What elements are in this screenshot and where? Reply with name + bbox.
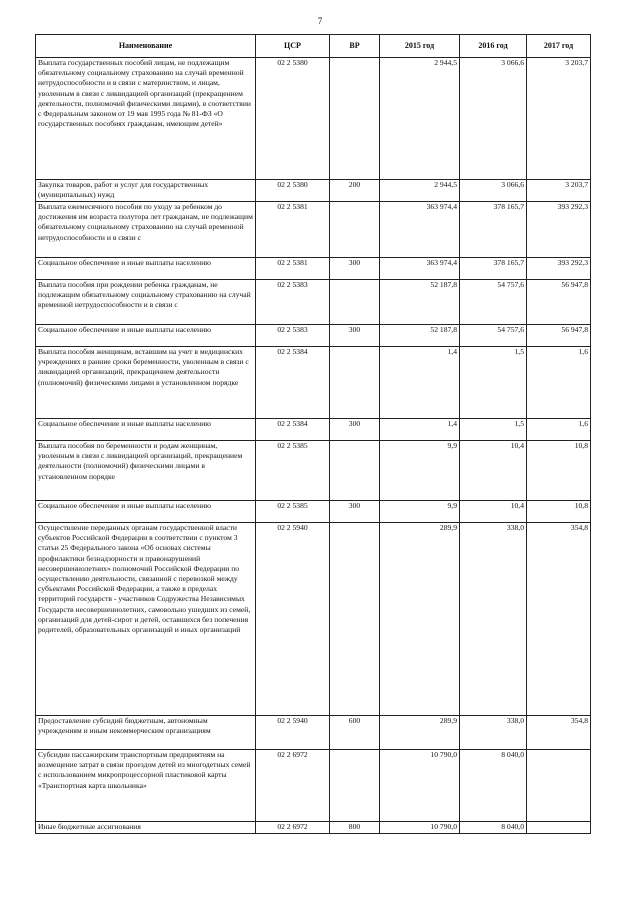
row-2017: [527, 822, 591, 834]
table-row: [36, 325, 591, 347]
table-row: [36, 58, 591, 180]
row-2016: 54 757,6: [460, 325, 527, 347]
row-2015: 10 790,0: [380, 750, 460, 822]
budget-table: [35, 34, 591, 834]
row-2017: 10,8: [527, 501, 591, 523]
header-2016: 2016 год: [460, 35, 527, 58]
row-vr: [330, 202, 380, 258]
table-row: [36, 822, 591, 834]
row-name: Субсидии пассажирским транспортным предприятиям на возмещение затрат в связи проездом детей из многодетных семей с использованием микропроцессорной пластиковой карты «Транспортная карта школьника»: [36, 750, 256, 822]
row-name: Выплата пособия по беременности и родам женщинам, уволенным в связи с ликвидацией организаций, прекращением деятельности (полномочий) физическими лицами в установленном порядке: [36, 441, 256, 501]
row-name: Выплата ежемесячного пособия по уходу за ребенком до достижения им возраста полутора лет гражданам, не подлежащим обязательному социальному страхованию на случай временной нетрудоспособности и в связи с: [36, 202, 256, 258]
row-2017: 393 292,3: [527, 258, 591, 280]
row-csr: 02 2 6972: [256, 750, 330, 822]
row-2015: 289,9: [380, 523, 460, 716]
row-csr: 02 2 5380: [256, 58, 330, 180]
row-2015: 52 187,8: [380, 280, 460, 325]
row-2017: [527, 750, 591, 822]
row-2016: 8 040,0: [460, 822, 527, 834]
row-2015: 2 944,5: [380, 180, 460, 202]
header-vr: ВР: [330, 35, 380, 58]
row-2017: 3 203,7: [527, 58, 591, 180]
header-2015: 2015 год: [380, 35, 460, 58]
table-row: [36, 280, 591, 325]
row-2016: 3 066,6: [460, 58, 527, 180]
row-vr: [330, 750, 380, 822]
table-row: [36, 750, 591, 822]
row-2016: 378 165,7: [460, 202, 527, 258]
row-2016: 10,4: [460, 441, 527, 501]
row-name: Выплата пособия женщинам, вставшим на учет в медицинских учреждениях в ранние сроки беременности, уволенным в связи с ликвидацией организаций, прекращением деятельности (полномочий) физическими лицами в установленном порядке: [36, 347, 256, 419]
row-name: Предоставление субсидий бюджетным, автономным учреждениям и иным некоммерческим организациям: [36, 716, 256, 750]
row-2016: 3 066,6: [460, 180, 527, 202]
header-csr: ЦСР: [256, 35, 330, 58]
row-vr: 300: [330, 501, 380, 523]
row-2017: 354,8: [527, 716, 591, 750]
page-number: 7: [317, 16, 323, 26]
table-row: [36, 258, 591, 280]
row-vr: 800: [330, 822, 380, 834]
row-csr: 02 2 5940: [256, 716, 330, 750]
row-name: Выплата пособия при рождении ребенка гражданам, не подлежащим обязательному социальному страхованию на случай временной нетрудоспособности и в связи с: [36, 280, 256, 325]
row-csr: 02 2 5381: [256, 258, 330, 280]
row-vr: 300: [330, 325, 380, 347]
table-row: [36, 441, 591, 501]
row-name: Социальное обеспечение и иные выплаты населению: [36, 258, 256, 280]
row-2017: 1,6: [527, 419, 591, 441]
row-vr: 300: [330, 419, 380, 441]
table-row: [36, 716, 591, 750]
row-csr: 02 2 6972: [256, 822, 330, 834]
row-vr: 600: [330, 716, 380, 750]
row-2015: 363 974,4: [380, 258, 460, 280]
header-name: Наименование: [36, 35, 256, 58]
row-vr: 300: [330, 258, 380, 280]
row-2017: 56 947,8: [527, 280, 591, 325]
row-vr: 200: [330, 180, 380, 202]
table-row: [36, 180, 591, 202]
table-row: [36, 501, 591, 523]
table-header-row: [36, 35, 591, 58]
row-vr: [330, 441, 380, 501]
row-2015: 289,9: [380, 716, 460, 750]
row-2017: 56 947,8: [527, 325, 591, 347]
row-2015: 52 187,8: [380, 325, 460, 347]
row-csr: 02 2 5384: [256, 419, 330, 441]
row-2015: 9,9: [380, 441, 460, 501]
row-name: Иные бюджетные ассигнования: [36, 822, 256, 834]
row-2017: 1,6: [527, 347, 591, 419]
row-csr: 02 2 5385: [256, 501, 330, 523]
row-2016: 1,5: [460, 419, 527, 441]
row-2016: 338,0: [460, 716, 527, 750]
row-2015: 363 974,4: [380, 202, 460, 258]
row-vr: [330, 280, 380, 325]
row-name: Социальное обеспечение и иные выплаты населению: [36, 501, 256, 523]
row-csr: 02 2 5383: [256, 325, 330, 347]
row-2016: 338,0: [460, 523, 527, 716]
row-2016: 378 165,7: [460, 258, 527, 280]
row-2017: 393 292,3: [527, 202, 591, 258]
row-csr: 02 2 5384: [256, 347, 330, 419]
table-row: [36, 347, 591, 419]
row-2015: 1,4: [380, 419, 460, 441]
row-csr: 02 2 5381: [256, 202, 330, 258]
row-csr: 02 2 5383: [256, 280, 330, 325]
header-2017: 2017 год: [527, 35, 591, 58]
row-2017: 10,8: [527, 441, 591, 501]
row-vr: [330, 523, 380, 716]
row-vr: [330, 58, 380, 180]
row-vr: [330, 347, 380, 419]
row-2015: 9,9: [380, 501, 460, 523]
row-csr: 02 2 5940: [256, 523, 330, 716]
row-name: Закупка товаров, работ и услуг для государственных (муниципальных) нужд: [36, 180, 256, 202]
row-name: Социальное обеспечение и иные выплаты населению: [36, 325, 256, 347]
row-2016: 10,4: [460, 501, 527, 523]
table-row: [36, 202, 591, 258]
row-2017: 354,8: [527, 523, 591, 716]
row-name: Выплата государственных пособий лицам, не подлежащим обязательному социальному страхованию на случай временной нетрудоспособности и в связи с материнством, и лицам, уволенным в связи с ликвидацией организаций (прекращением деятельности, полномочий физическими лицами), в соответствии с Федеральным законом от 19 мая 1995 года № 81-ФЗ «О государственных пособиях гражданам, имеющим детей»: [36, 58, 256, 180]
row-2015: 2 944,5: [380, 58, 460, 180]
table-row: [36, 523, 591, 716]
row-name: Осуществление переданных органам государственной власти субъектов Российской Федерации в соответствии с пунктом 3 статьи 25 Федерального закона «Об основах системы профилактики безнадзорности и правонарушений несовершеннолетних» полномочий Российской Федерации по осуществлению деятельности, связанной с перевозкой между субъектами Российской Федерации, а также в пределах территорий государств - участников Содружества Независимых Государств несовершеннолетних, самовольно ушедших из семей, организаций для детей-сирот и детей, оставшихся без попечения родителей, образовательных организаций и иных организаций: [36, 523, 256, 716]
row-csr: 02 2 5380: [256, 180, 330, 202]
row-2016: 54 757,6: [460, 280, 527, 325]
row-2016: 8 040,0: [460, 750, 527, 822]
row-2015: 10 790,0: [380, 822, 460, 834]
row-name: Социальное обеспечение и иные выплаты населению: [36, 419, 256, 441]
row-2016: 1,5: [460, 347, 527, 419]
table-row: [36, 419, 591, 441]
row-csr: 02 2 5385: [256, 441, 330, 501]
row-2015: 1,4: [380, 347, 460, 419]
row-2017: 3 203,7: [527, 180, 591, 202]
